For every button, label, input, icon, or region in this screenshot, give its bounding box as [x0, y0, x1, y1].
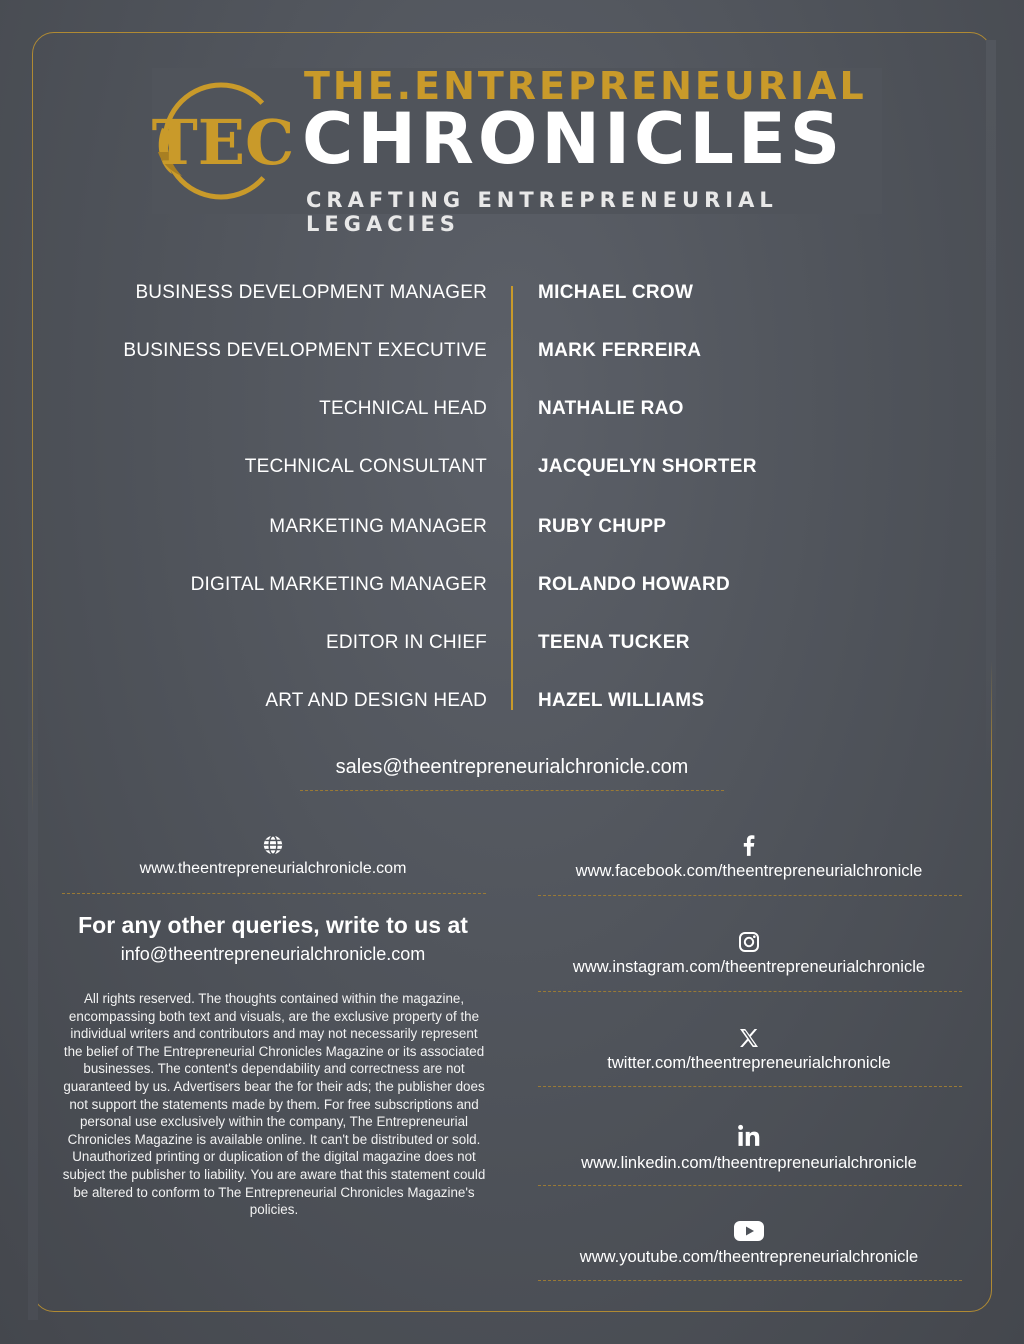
legal-disclaimer: All rights reserved. The thoughts contained within the magazine, encompassing both text and visuals, are the exclusive property of the individual writers and contributors and may not necessarily represent the belief of The Entrepreneurial Chronicles Magazine or its associated businesses. The content's dependability and correctness are not guaranteed by us. Advertisers bear the for their ads; the publisher does not support the statements made by them. For free subscriptions and personal use exclusively within the company, The Entrepreneurial Chronicles Magazine is available online. It can't be distributed or sold. Unauthorized printing or duplication of the digital magazine does not subject the publisher to liability. You are aware that this statement could be altered to conform to The Entrepreneurial Chronicles Magazine's policies.: [62, 991, 486, 1218]
x-twitter-icon: [737, 1026, 761, 1050]
staff-row: [0, 398, 1024, 428]
staff-row: [0, 282, 1024, 312]
social-item-twitter[interactable]: [538, 1026, 960, 1073]
logo-tagline: CRAFTING ENTREPRENEURIAL LEGACIES: [306, 188, 778, 236]
staff-role: BUSINESS DEVELOPMENT EXECUTIVE: [123, 340, 487, 361]
staff-role: TECHNICAL HEAD: [319, 398, 487, 419]
staff-role: TECHNICAL CONSULTANT: [244, 456, 487, 477]
staff-name: MARK FERREIRA: [538, 340, 702, 361]
tec-emblem-icon: [148, 68, 294, 214]
info-email-link[interactable]: info@theentrepreneurialchronicle.com: [120, 944, 426, 964]
staff-name: JACQUELYN SHORTER: [538, 456, 757, 477]
svg-text:TEC: TEC: [151, 106, 294, 179]
staff-name: NATHALIE RAO: [538, 398, 684, 419]
staff-name: MICHAEL CROW: [538, 282, 694, 303]
instagram-icon: [737, 930, 761, 954]
staff-role: BUSINESS DEVELOPMENT MANAGER: [135, 282, 487, 303]
masthead-logo: [151, 64, 882, 236]
staff-name: RUBY CHUPP: [538, 516, 667, 537]
globe-icon: [262, 834, 284, 856]
social-item-instagram[interactable]: [538, 930, 960, 977]
linkedin-link[interactable]: www.linkedin.com/theentrepreneurialchronicle: [581, 1154, 917, 1172]
staff-row: [0, 340, 1024, 370]
staff-row: [0, 632, 1024, 662]
website-link[interactable]: www.theentrepreneurialchronicle.com: [139, 860, 407, 877]
staff-row: [0, 516, 1024, 546]
staff-role: ART AND DESIGN HEAD: [265, 690, 487, 711]
youtube-link[interactable]: www.youtube.com/theentrepreneurialchronicle: [579, 1248, 919, 1266]
divider: [538, 1280, 962, 1281]
staff-role: EDITOR IN CHIEF: [326, 632, 487, 653]
logo-line-1: THE.ENTREPRENEURIAL: [304, 64, 867, 108]
instagram-link[interactable]: www.instagram.com/theentrepreneurialchronicle: [572, 958, 926, 976]
social-item-youtube[interactable]: [538, 1218, 960, 1267]
divider: [62, 893, 486, 894]
facebook-link[interactable]: www.facebook.com/theentrepreneurialchronicle: [575, 862, 923, 880]
staff-row: [0, 574, 1024, 604]
logo-line-2: CHRONICLES: [302, 98, 845, 180]
divider: [538, 895, 962, 896]
divider: [538, 991, 962, 992]
queries-heading: For any other queries, write to us at: [78, 912, 468, 938]
youtube-icon: [733, 1218, 765, 1244]
social-item-facebook[interactable]: [538, 832, 960, 881]
staff-role: DIGITAL MARKETING MANAGER: [190, 574, 487, 595]
staff-row: [0, 690, 1024, 720]
sales-email-link[interactable]: sales@theentrepreneurialchronicle.com: [335, 756, 689, 778]
staff-name: TEENA TUCKER: [538, 632, 690, 653]
staff-name: ROLANDO HOWARD: [538, 574, 731, 595]
divider: [538, 1185, 962, 1186]
staff-role: MARKETING MANAGER: [269, 516, 487, 537]
staff-row: [0, 456, 1024, 486]
linkedin-icon: [735, 1122, 763, 1150]
facebook-icon: [736, 832, 762, 858]
divider: [538, 1086, 962, 1087]
staff-name: HAZEL WILLIAMS: [538, 690, 705, 711]
twitter-link[interactable]: twitter.com/theentrepreneurialchronicle: [607, 1054, 891, 1072]
divider: [300, 790, 724, 791]
social-item-linkedin[interactable]: [538, 1122, 960, 1173]
